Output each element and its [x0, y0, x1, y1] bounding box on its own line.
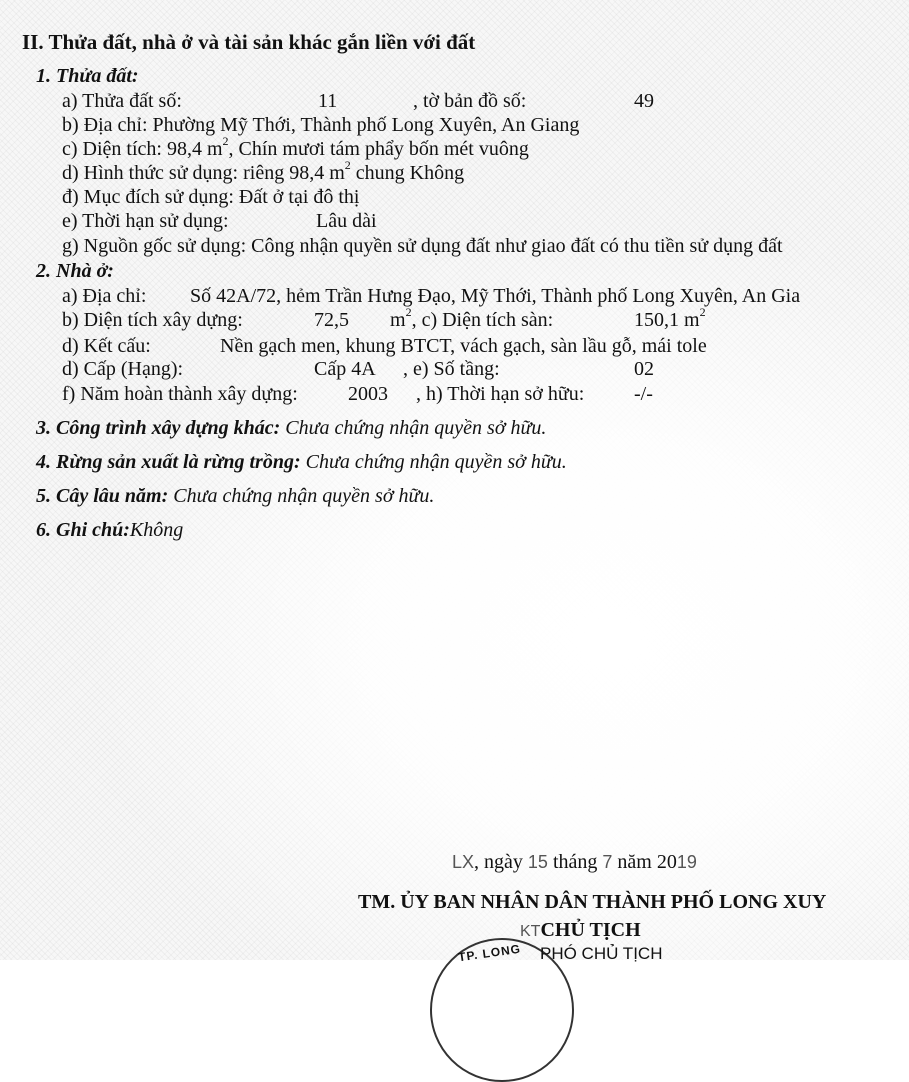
house-build-area-unit-sup: 2 [405, 305, 412, 320]
house-build-area-unit-m: m [390, 309, 406, 331]
house-ownership-term-value: -/- [634, 383, 653, 405]
house-heading: 2. Nhà ở: [36, 260, 114, 282]
other-works-value: Chưa chứng nhận quyền sở hữu. [285, 417, 547, 439]
house-floors-value: 02 [634, 358, 654, 380]
note-row [36, 518, 183, 542]
date-line [452, 850, 697, 874]
house-grade-value: Cấp 4A [314, 358, 376, 380]
house-ownership-term-label: , h) Thời hạn sở hữu: [416, 383, 585, 405]
land-area-prefix: c) Diện tích: 98,4 m [62, 138, 223, 160]
house-year-value: 2003 [348, 383, 388, 405]
land-term-label: e) Thời hạn sử dụng: [62, 210, 229, 232]
land-term-value: Lâu dài [316, 210, 377, 232]
kt-mark: KT [520, 923, 541, 940]
forest-value: Chưa chứng nhận quyền sở hữu. [305, 451, 567, 473]
date-place-handwritten: LX [452, 852, 475, 872]
land-usage-form-suffix: chung Không [350, 162, 465, 184]
date-year-label: năm 20 [617, 851, 677, 873]
seal-text: TP. LONG [457, 941, 522, 965]
land-usage-form-prefix: d) Hình thức sử dụng: riêng 98,4 m [62, 162, 345, 184]
land-origin: g) Nguồn gốc sử dụng: Công nhận quyền sử dụng đất như giao đất có thu tiền sử dụng đất [62, 235, 783, 257]
forest-row [36, 450, 567, 474]
land-heading: 1. Thửa đất: [36, 65, 139, 87]
forest-label: 4. Rừng sản xuất là rừng trồng: [36, 451, 301, 473]
house-floors-label: , e) Số tầng: [403, 358, 500, 380]
house-floor-area-label: , c) Diện tích sàn: [411, 309, 554, 331]
perennial-trees-label: 5. Cây lâu năm: [36, 485, 169, 507]
land-usage-form-sup: 2 [344, 158, 351, 173]
house-build-area-value: 72,5 [314, 309, 349, 331]
note-value: Không [129, 519, 184, 541]
signatory-title: CHỦ TỊCH [540, 919, 641, 941]
land-parcel-label: a) Thửa đất số: [62, 90, 182, 112]
land-parcel-number: 11 [318, 90, 338, 112]
date-year-handwritten: 19 [676, 852, 697, 872]
issuing-authority: TM. ỦY BAN NHÂN DÂN THÀNH PHỐ LONG XUY [358, 891, 827, 913]
date-month-label: tháng [552, 851, 598, 873]
land-usage-form [62, 158, 465, 185]
land-area-words: , Chín mươi tám phẩy bốn mét vuông [228, 138, 529, 160]
house-address-label: a) Địa chỉ: [62, 285, 147, 307]
land-parcel-row [62, 89, 182, 113]
house-year-label: f) Năm hoàn thành xây dựng: [62, 383, 298, 405]
house-structure-label: d) Kết cấu: [62, 335, 151, 357]
perennial-trees-row [36, 484, 434, 508]
land-address: b) Địa chỉ: Phường Mỹ Thới, Thành phố Long Xuyên, An Giang [62, 114, 580, 136]
other-works-label: 3. Công trình xây dựng khác: [36, 417, 281, 439]
house-build-area-unit [390, 305, 554, 332]
house-floor-area-sup: 2 [699, 305, 706, 320]
house-build-area-label: b) Diện tích xây dựng: [62, 309, 243, 331]
other-works-row [36, 416, 546, 440]
date-month-handwritten: 7 [602, 852, 613, 872]
signatory-title-row [520, 918, 641, 944]
house-floor-area-number: 150,1 m [634, 309, 700, 331]
house-address-value: Số 42A/72, hẻm Trần Hưng Đạo, Mỹ Thới, Thành phố Long Xuyên, An Gia [190, 285, 801, 307]
section-title: II. Thửa đất, nhà ở và tài sản khác gắn liền với đất [22, 30, 476, 54]
house-floor-area-value [634, 305, 706, 332]
note-label: 6. Ghi chú: [36, 519, 130, 541]
date-day-handwritten: 15 [527, 852, 548, 872]
signatory-subtitle: PHÓ CHỦ TỊCH [540, 944, 663, 963]
land-purpose: đ) Mục đích sử dụng: Đất ở tại đô thị [62, 186, 360, 208]
perennial-trees-value: Chưa chứng nhận quyền sở hữu. [173, 485, 435, 507]
land-map-number: 49 [634, 90, 654, 112]
land-area [62, 134, 529, 161]
date-day-label: , ngày [474, 851, 523, 873]
land-area-unit-sup: 2 [222, 134, 229, 149]
house-grade-label: d) Cấp (Hạng): [62, 358, 184, 380]
house-structure-value: Nền gạch men, khung BTCT, vách gạch, sàn lầu gỗ, mái tole [220, 335, 707, 357]
land-map-label: , tờ bản đồ số: [413, 90, 527, 112]
